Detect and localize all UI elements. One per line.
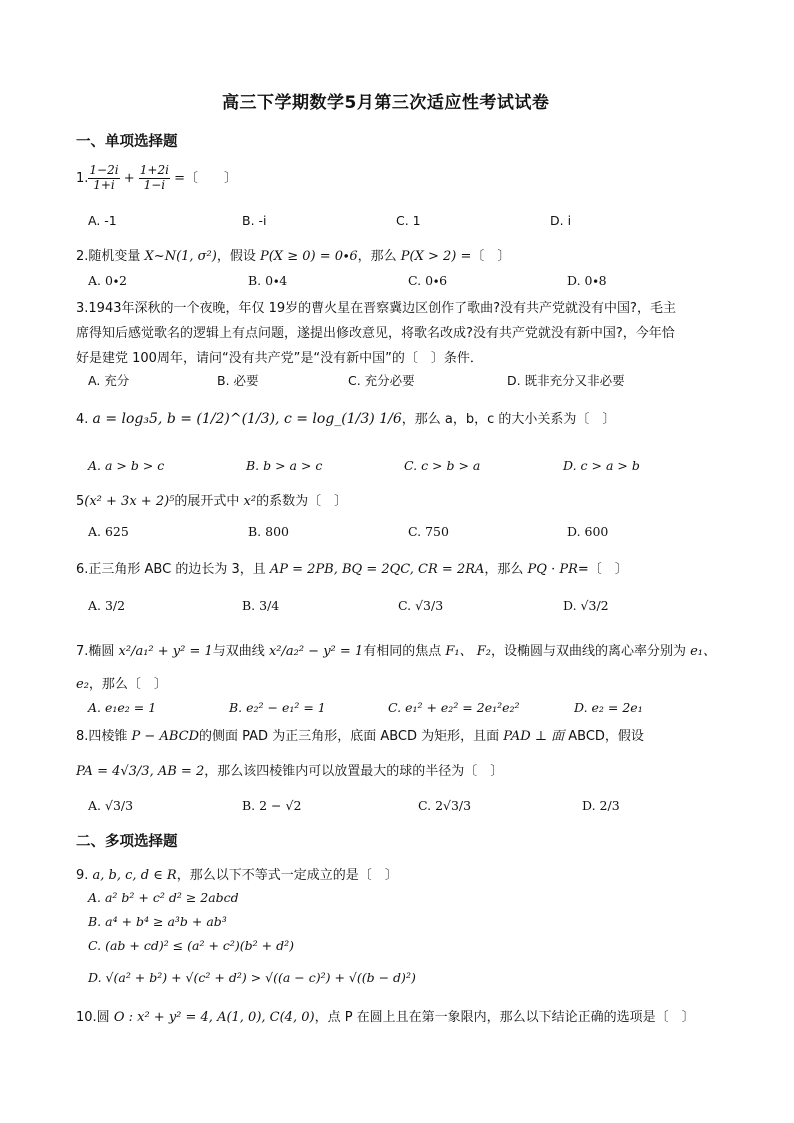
question-3-line-2: 席得知后感觉歌名的逻辑上有点问题，遂提出修改意见，将歌名改成?没有共产党就没有新中国?，今年恰 (76, 326, 675, 341)
option-1c: C. 1 (396, 213, 421, 228)
option-4b: B. b > a > c (246, 458, 323, 473)
option-3c: C. 充分必要 (348, 373, 415, 388)
option-9b: B. a⁴ + b⁴ ≥ a³b + ab³ (88, 914, 227, 929)
question-1: 1. $\frac{1-2i}{1+i}$ + $\frac{1+2i}{1-i}$ =〔 〕 (76, 163, 237, 192)
fraction: $\frac{1+2i}{1-i}$ (139, 163, 169, 192)
math-expression: O : x² + y² = 4, A(1, 0), C(4, 0) (113, 1010, 315, 1025)
question-3-line-1: 3.1943年深秋的一个夜晚，年仅 19岁的曹火星在晋察冀边区创作了歌曲?没有共产党就没有中国?，毛主 (76, 301, 676, 316)
option-7c: C. e₁² + e₂² = 2e₁²e₂² (388, 700, 520, 715)
question-number: 5 (76, 494, 85, 509)
vector-expression: AP = 2PB, BQ = 2QC, CR = 2RA (269, 562, 485, 577)
exam-title: 高三下学期数学5月第三次适应性考试试卷 (222, 93, 550, 113)
option-8a: A. √3/3 (88, 798, 134, 813)
option-2a: A. 0∙2 (88, 273, 128, 288)
question-9: 9. a, b, c, d ∈ R，那么以下不等式一定成立的是〔 〕 (76, 868, 398, 883)
question-number: 9. (76, 868, 89, 883)
question-7-line-2: e₂，那么〔 〕 (76, 677, 167, 692)
fraction: $\frac{1-2i}{1+i}$ (89, 163, 119, 192)
math-expression: a = log₃5, b = (1/2)^(1/3), c = log_(1/3) 1/6 (92, 411, 402, 427)
math-expression: F₁、 F₂ (445, 644, 491, 659)
option-1b: B. -i (242, 213, 267, 228)
option-7a: A. e₁e₂ = 1 (88, 700, 157, 715)
math-expression: P(X ≥ 0) = 0∙6 (259, 249, 358, 264)
option-2c: C. 0∙6 (408, 273, 448, 288)
math-expression: x²/a₂² − y² = 1 (268, 644, 364, 659)
math-expression: X~N(1, σ²) (144, 249, 217, 264)
question-number: 4. (76, 412, 89, 427)
option-2b: B. 0∙4 (248, 273, 288, 288)
math-expression: PA = 4√3/3, AB = 2 (76, 764, 205, 779)
question-10: 10.圆 O : x² + y² = 4, A(1, 0), C(4, 0)，点 P 在圆上且在第一象限内，那么以下结论正确的选项是〔 〕 (76, 1010, 695, 1025)
option-4a: A. a > b > c (88, 458, 165, 473)
math-expression: PAD ⊥ 面 (503, 729, 565, 744)
option-3a: A. 充分 (88, 373, 130, 388)
question-7-line-1: 7.椭圆 x²/a₁² + y² = 1与双曲线 x²/a₂² − y² = 1有相同的焦点 F₁、 F₂，设椭圆与双曲线的离心率分别为 e₁、 (76, 644, 716, 659)
option-2d: D. 0∙8 (567, 273, 607, 288)
section-heading-single-choice: 一、单项选择题 (76, 134, 178, 150)
option-7b: B. e₂² − e₁² = 1 (229, 700, 326, 715)
option-6a: A. 3/2 (88, 598, 126, 613)
section-heading-multiple-choice: 二、多项选择题 (76, 834, 178, 850)
option-1a: A. -1 (88, 213, 117, 228)
option-6b: B. 3/4 (242, 598, 280, 613)
question-2: 2.随机变量 X~N(1, σ²)，假设 P(X ≥ 0) = 0∙6，那么 P(X > 2) =〔 〕 (76, 249, 511, 264)
option-5a: A. 625 (88, 524, 129, 539)
option-5c: C. 750 (408, 524, 449, 539)
math-expression: P(X > 2) = (400, 249, 472, 264)
option-3d: D. 既非充分又非必要 (507, 373, 625, 388)
vector-expression: PQ · PR (527, 562, 578, 577)
question-3-line-3: 好是建党 100周年，请问“没有共产党”是“没有新中国”的〔 〕条件． (76, 351, 483, 366)
option-9d: D. √(a² + b²) + √(c² + d²) > √((a − c)²) + √((b − d)²) (88, 970, 416, 985)
option-8b: B. 2 − √2 (242, 798, 302, 813)
option-4d: D. c > a > b (563, 458, 640, 473)
option-3b: B. 必要 (217, 373, 259, 388)
option-5d: D. 600 (567, 524, 609, 539)
question-8-line-2: PA = 4√3/3, AB = 2，那么该四棱锥内可以放置最大的球的半径为〔 〕 (76, 764, 504, 779)
option-5b: B. 800 (248, 524, 289, 539)
question-6: 6.正三角形 ABC 的边长为 3，且 AP = 2PB, BQ = 2QC, CR = 2RA，那么 PQ · PR=〔 〕 (76, 562, 628, 577)
math-expression: x² (243, 494, 257, 509)
question-number: 1. (76, 170, 89, 186)
math-expression: (x² + 3x + 2)⁵ (84, 494, 175, 509)
option-8c: C. 2√3/3 (418, 798, 472, 813)
question-5: 5(x² + 3x + 2)⁵的展开式中 x²的系数为〔 〕 (76, 494, 348, 509)
option-9c: C. (ab + cd)² ≤ (a² + c²)(b² + d²) (88, 938, 294, 953)
option-7d: D. e₂ = 2e₁ (574, 700, 643, 715)
math-expression: a, b, c, d ∈ R (92, 868, 177, 883)
option-6c: C. √3/3 (398, 598, 444, 613)
math-expression: x²/a₁² + y² = 1 (118, 644, 213, 659)
math-expression: P − ABCD (131, 729, 200, 744)
question-8-line-1: 8.四棱锥 P − ABCD的侧面 PAD 为正三角形，底面 ABCD 为矩形，且面 PAD ⊥ 面 ABCD，假设 (76, 729, 644, 744)
option-8d: D. 2/3 (582, 798, 620, 813)
question-4: 4. a = log₃5, b = (1/2)^(1/3), c = log_(1/3) 1/6，那么 a，b，c 的大小关系为〔 〕 (76, 411, 616, 427)
option-4c: C. c > b > a (404, 458, 481, 473)
option-9a: A. a² b² + c² d² ≥ 2abcd (88, 890, 239, 905)
option-1d: D. i (550, 213, 572, 228)
option-6d: D. √3/2 (563, 598, 609, 613)
